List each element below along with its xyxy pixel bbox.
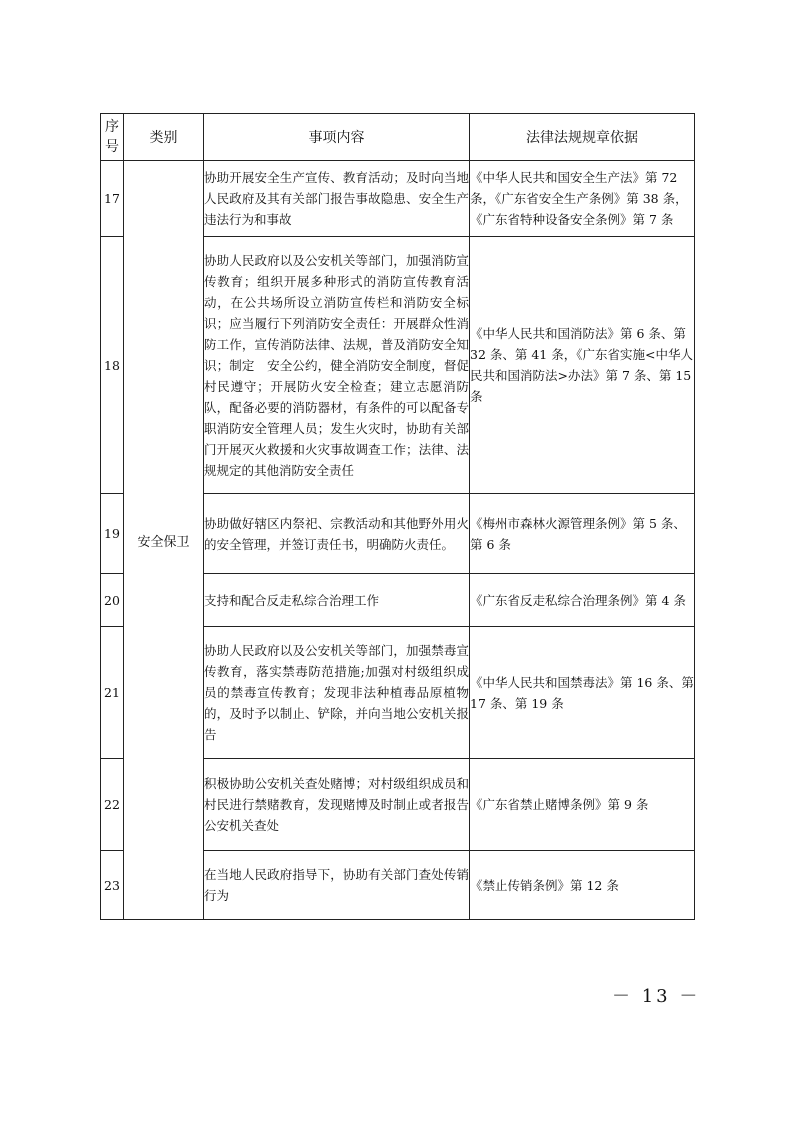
category-cell: 安全保卫 bbox=[124, 161, 204, 920]
table-header-row bbox=[101, 114, 695, 161]
row-basis: 《禁止传销条例》第 12 条 bbox=[470, 851, 695, 920]
row-content: 协助人民政府以及公安机关等部门，加强禁毒宣传教育，落实禁毒防范措施;加强对村级组织成员的禁毒宣传教育；发现非法种植毒品原植物的，及时予以制止、铲除，并向当地公安机关报告 bbox=[204, 627, 470, 759]
row-content: 协助人民政府以及公安机关等部门，加强消防宣传教育；组织开展多种形式的消防宣传教育活动，在公共场所设立消防宣传栏和消防安全标识；应当履行下列消防安全责任：开展群众性消防工作，宣传消防法律、法规，普及消防安全知识；制定 安全公约，健全消防安全制度，督促村民遵守；开展防火安全检查；建立志愿消防队，配备必要的消防器材，有条件的可以配备专职消防安全管理人员；发生火灾时，协助有关部门开展灭火救援和火灾事故调查工作；法律、法规规定的其他消防安全责任 bbox=[204, 237, 470, 494]
row-number: 21 bbox=[101, 627, 124, 759]
row-number: 18 bbox=[101, 237, 124, 494]
row-basis: 《广东省反走私综合治理条例》第 4 条 bbox=[470, 574, 695, 627]
row-basis: 《中华人民共和国禁毒法》第 16 条、第 17 条、第 19 条 bbox=[470, 627, 695, 759]
row-number: 20 bbox=[101, 574, 124, 627]
row-number: 17 bbox=[101, 161, 124, 237]
row-basis: 《中华人民共和国安全生产法》第 72 条，《广东省安全生产条例》第 38 条，《广东省特种设备安全条例》第 7 条 bbox=[470, 161, 695, 237]
row-number: 23 bbox=[101, 851, 124, 920]
header-number: 序号 bbox=[101, 114, 124, 161]
header-content: 事项内容 bbox=[204, 114, 470, 161]
regulation-table bbox=[100, 113, 695, 920]
header-basis: 法律法规规章依据 bbox=[470, 114, 695, 161]
row-number: 22 bbox=[101, 759, 124, 851]
row-content: 协助开展安全生产宣传、教育活动；及时向当地人民政府及其有关部门报告事故隐患、安全生产违法行为和事故 bbox=[204, 161, 470, 237]
page-number: － 13 － bbox=[612, 986, 701, 1007]
row-content: 积极协助公安机关查处赌博；对村级组织成员和村民进行禁赌教育，发现赌博及时制止或者报告公安机关查处 bbox=[204, 759, 470, 851]
row-number: 19 bbox=[101, 494, 124, 574]
row-content: 协助做好辖区内祭祀、宗教活动和其他野外用火的安全管理，并签订责任书，明确防火责任。 bbox=[204, 494, 470, 574]
row-basis: 《广东省禁止赌博条例》第 9 条 bbox=[470, 759, 695, 851]
row-content: 支持和配合反走私综合治理工作 bbox=[204, 574, 470, 627]
header-category: 类别 bbox=[124, 114, 204, 161]
row-content: 在当地人民政府指导下，协助有关部门查处传销行为 bbox=[204, 851, 470, 920]
row-basis: 《梅州市森林火源管理条例》第 5 条、第 6 条 bbox=[470, 494, 695, 574]
row-basis: 《中华人民共和国消防法》第 6 条、第 32 条、第 41 条，《广东省实施<中华人民共和国消防法>办法》第 7 条、第 15 条 bbox=[470, 237, 695, 494]
table-row bbox=[101, 161, 695, 237]
